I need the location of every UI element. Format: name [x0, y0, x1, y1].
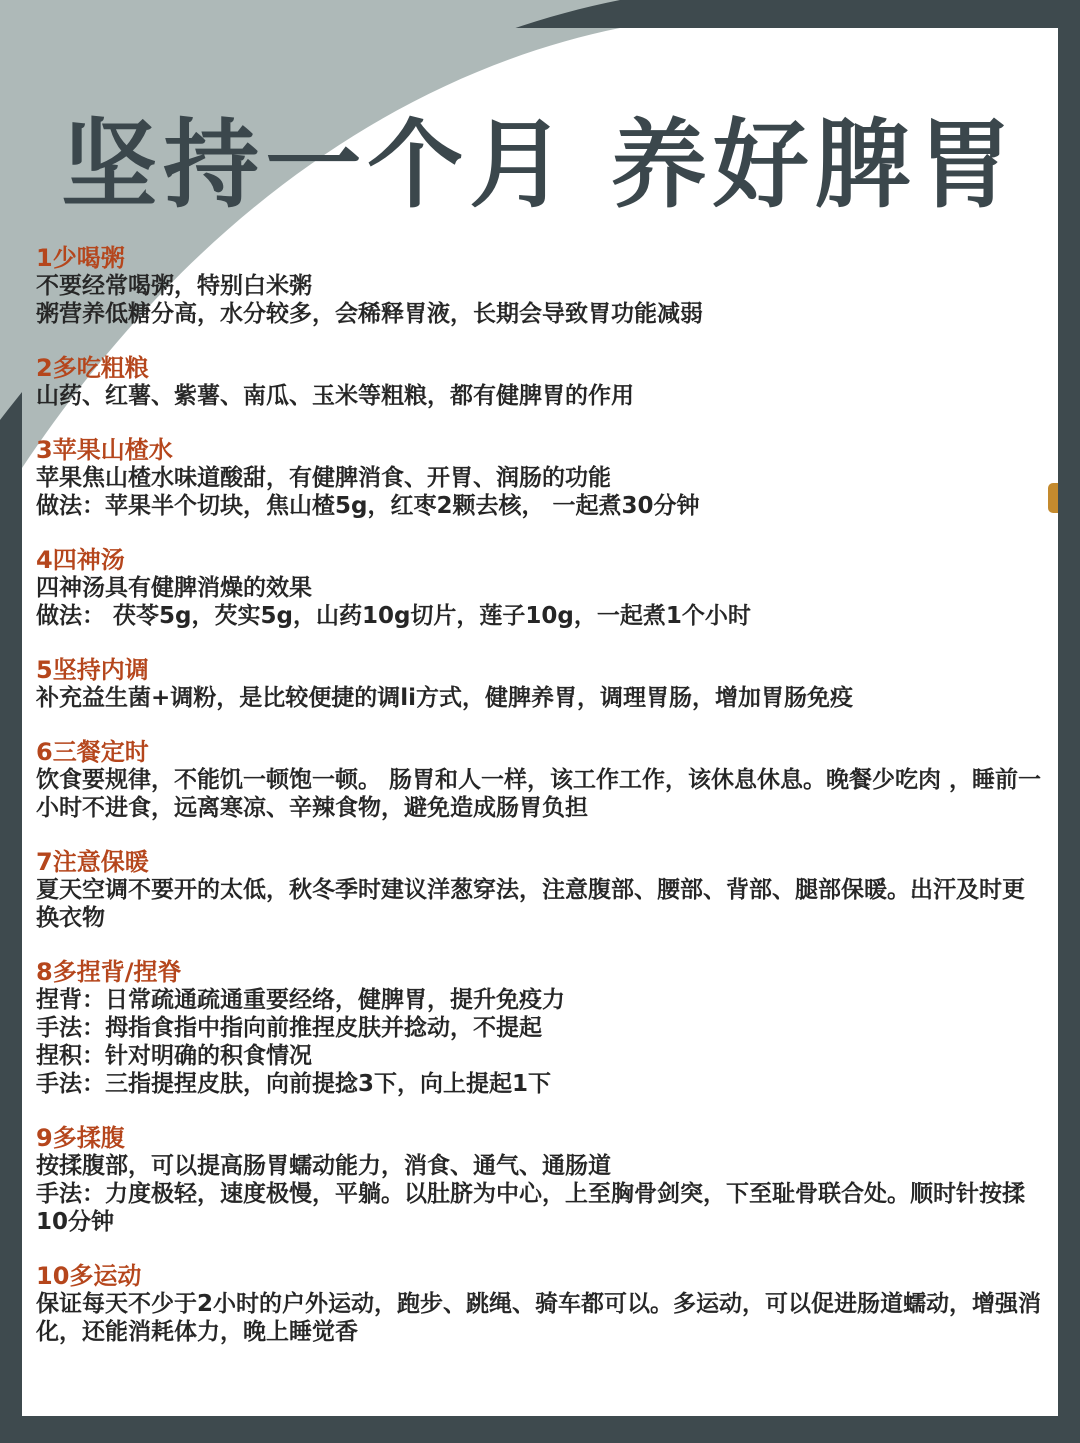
tip-heading: 4四神汤	[36, 546, 125, 574]
tip-text-line: 粥营养低糖分高，水分较多，会稀释胃液，长期会导致胃功能减弱	[36, 301, 703, 327]
tip-heading: 7注意保暖	[36, 848, 149, 876]
tip-section	[36, 848, 1046, 932]
tip-heading: 9多揉腹	[36, 1124, 125, 1152]
tip-text-line: 夏天空调不要开的太低，秋冬季时建议洋葱穿法，注意腹部、腰部、背部、腿部保暖。出汗及时更换衣物	[36, 877, 1025, 931]
tip-heading: 2多吃粗粮	[36, 354, 149, 382]
tip-heading: 10多运动	[36, 1262, 142, 1290]
tip-heading: 5坚持内调	[36, 656, 149, 684]
edge-decoration	[1048, 483, 1058, 513]
tip-section	[36, 354, 1046, 410]
tip-section	[36, 738, 1046, 822]
tip-section	[36, 656, 1046, 712]
tip-text-line: 做法： 茯苓5g，芡实5g，山药10g切片，莲子10g，一起煮1个小时	[36, 603, 751, 629]
tip-section	[36, 436, 1046, 520]
tip-section	[36, 244, 1046, 328]
page-title: 坚持一个月 养好脾胃	[61, 109, 1019, 221]
tip-text-line: 保证每天不少于2小时的户外运动，跑步、跳绳、骑车都可以。多运动，可以促进肠道蠕动，增强消化，还能消耗体力，晚上睡觉香	[36, 1291, 1042, 1345]
tip-text-line: 捏背：日常疏通疏通重要经络，健脾胃，提升免疫力	[36, 987, 565, 1013]
tip-text-line: 手法：拇指食指中指向前推捏皮肤并捻动，不提起	[36, 1015, 542, 1041]
tips-list	[36, 244, 1046, 1372]
tip-heading: 3苹果山楂水	[36, 436, 173, 464]
tip-text-line: 山药、红薯、紫薯、南瓜、玉米等粗粮，都有健脾胃的作用	[36, 383, 634, 409]
tip-heading: 1少喝粥	[36, 244, 125, 272]
tip-text-line: 苹果焦山楂水味道酸甜，有健脾消食、开胃、润肠的功能	[36, 465, 611, 491]
tip-heading: 8多捏背/捏脊	[36, 958, 182, 986]
tip-text-line: 不要经常喝粥，特别白米粥	[36, 273, 312, 299]
tip-heading: 6三餐定时	[36, 738, 149, 766]
tip-section	[36, 546, 1046, 630]
tip-text-line: 补充益生菌+调粉，是比较便捷的调li方式，健脾养胃，调理胃肠，增加胃肠免疫	[36, 685, 854, 711]
tip-text-line: 手法：三指提捏皮肤，向前提捻3下，向上提起1下	[36, 1071, 552, 1097]
tip-text-line: 饮食要规律，不能饥一顿饱一顿。 肠胃和人一样，该工作工作，该休息休息。晚餐少吃肉 ，睡前一小时不进食，远离寒凉、辛辣食物，避免造成肠胃负担	[36, 767, 1042, 821]
tip-text-line: 捏积：针对明确的积食情况	[36, 1043, 312, 1069]
tip-text-line: 四神汤具有健脾消燥的效果	[36, 575, 312, 601]
tip-text-line: 手法：力度极轻，速度极慢，平躺。以肚脐为中心，上至胸骨剑突，下至耻骨联合处。顺时针按揉10分钟	[36, 1181, 1025, 1235]
tip-section	[36, 1124, 1046, 1236]
tip-section	[36, 958, 1046, 1098]
tip-text-line: 做法：苹果半个切块，焦山楂5g，红枣2颗去核， 一起煮30分钟	[36, 493, 700, 519]
tip-text-line: 按揉腹部，可以提高肠胃蠕动能力，消食、通气、通肠道	[36, 1153, 611, 1179]
content-card	[22, 28, 1058, 1416]
tip-section	[36, 1262, 1046, 1346]
